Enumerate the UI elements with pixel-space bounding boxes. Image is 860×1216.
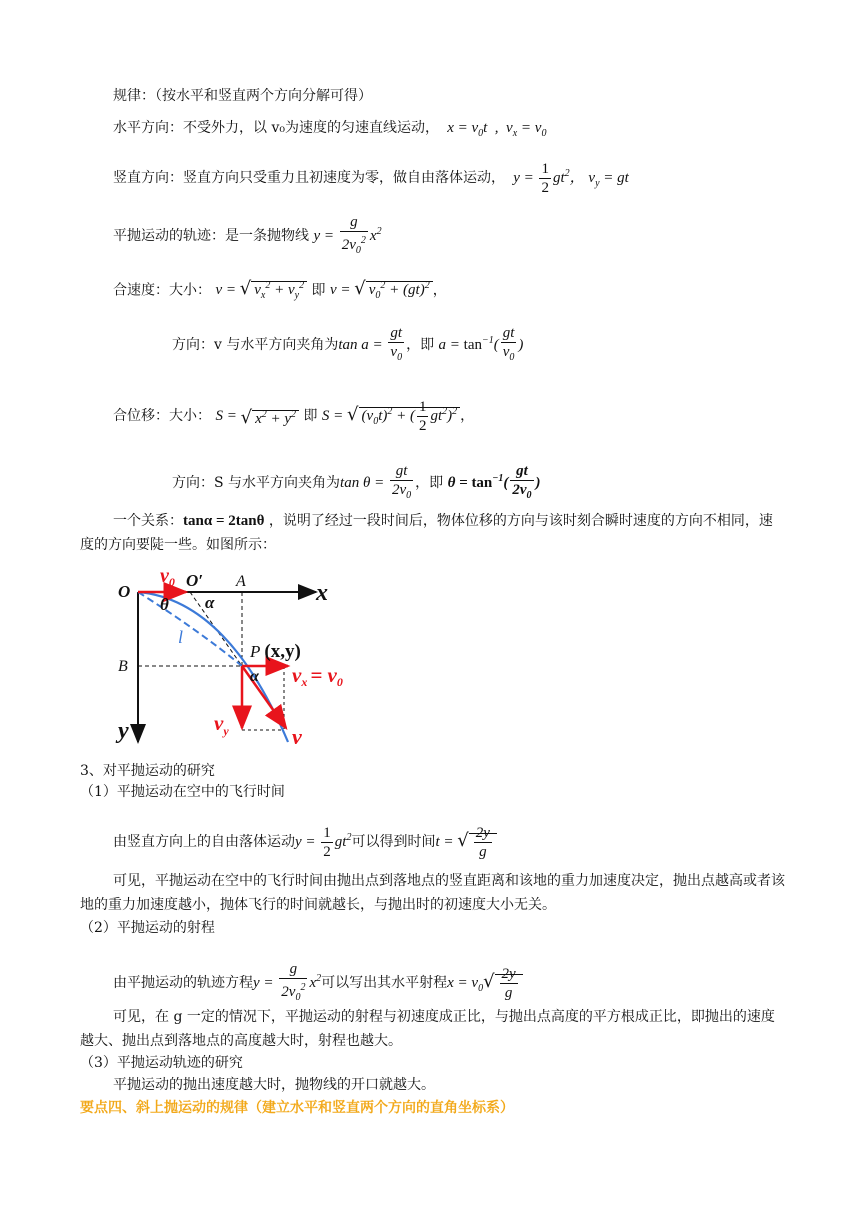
section3-sub1-title: （1）平抛运动在空中的飞行时间 (80, 784, 285, 800)
label-theta: θ (160, 595, 169, 614)
displacement-direction-line (172, 462, 541, 505)
velocity-dir-connector: ，即 (406, 336, 435, 353)
range-text-b: 可以写出其水平射程 (321, 974, 448, 991)
label-O-prime: O′ (186, 571, 204, 590)
velocity-mag-connector: 即 (311, 282, 326, 299)
velocity-mag-tail: ， (432, 282, 447, 299)
label-v: v (292, 724, 302, 749)
flight-time-line (113, 824, 497, 861)
label-vy: $v_y$ (214, 711, 229, 738)
displacement-dir-formula-1: tan θ = $\frac{gt}{2v_0}$ (340, 463, 412, 501)
horizontal-text: 水平方向：不受外力，以 v₀为速度的匀速直线运动， (113, 120, 439, 136)
section3-title: 3、对平抛运动的研究 (80, 763, 215, 779)
flight-time-formula-2: t = √ $\frac{2y}{g}$ (435, 834, 496, 850)
horizontal-formula: $x = v_0t$ , $v_x = v_0$ (443, 120, 547, 139)
displacement-dir-connector: ，即 (415, 474, 444, 491)
displacement-mag-tail: ， (460, 407, 475, 424)
label-P: P (x,y) (250, 641, 301, 662)
velocity-dir-label: 方向：v 与水平方向夹角为 (172, 336, 339, 353)
displacement-magnitude-line (113, 398, 474, 435)
trajectory-study-paragraph: 平抛运动的抛出速度越大时，抛物线的开口就越大。 (113, 1077, 435, 1093)
velocity-mag-label: 合速度：大小： (113, 282, 211, 299)
flight-time-formula-1: y = $\frac{1}{2}$ $gt^2$ (295, 825, 352, 860)
relation-text: ，说明了经过一段时间后，物体位移的方向与该时刻合瞬时速度的方向不相同，速度的方向要陡一些。如图所示： (80, 513, 773, 553)
horizontal-direction-line (113, 118, 546, 144)
displacement-dir-label: 方向：S 与水平方向夹角为 (172, 474, 341, 491)
label-y: y (118, 718, 129, 744)
label-alpha-P: α (250, 668, 259, 685)
displacement-line (138, 592, 242, 666)
displacement-mag-formula-1: S = √ $x^2 + y^2$ (215, 408, 299, 424)
vertical-direction-line (113, 160, 629, 197)
velocity-direction-line (172, 324, 523, 367)
trajectory-formula: y = $\frac{g}{2v_0^2}$ $x^2$ (313, 214, 382, 256)
projectile-figure (108, 560, 378, 750)
label-v0: $v_0$ (160, 565, 175, 589)
velocity-magnitude-line (113, 276, 447, 306)
velocity-mag-formula-1: v = √ $v_x^2 + v_y^2$ (215, 282, 307, 298)
section3-sub3-title: （3）平抛运动轨迹的研究 (80, 1055, 243, 1071)
range-formula-2: $x = v_0√$ $\frac{2y}{g}$ (447, 975, 523, 991)
label-A: A (236, 573, 246, 590)
label-B: B (118, 658, 128, 675)
displacement-dir-formula-2: $\theta = \tan^{-1}$( $\frac{gt}{2v_0}$ ) (447, 463, 541, 501)
trajectory-text: 平抛运动的轨迹：是一条抛物线 (113, 227, 309, 244)
trajectory-line (113, 213, 382, 260)
range-formula-1: y = $\frac{g}{2v_0^2}$ $x^2$ (253, 961, 322, 1003)
label-alpha-top: α (205, 593, 215, 612)
label-x: x (316, 580, 328, 606)
vertical-formula: y = $\frac{1}{2}$ $gt^2$， $v_y$ = gt (509, 161, 629, 196)
label-O: O (118, 582, 131, 601)
section3-sub2-title: （2）平抛运动的射程 (80, 920, 215, 936)
section4-heading: 要点四、斜上抛运动的规律（建立水平和竖直两个方向的直角坐标系） (80, 1100, 514, 1116)
range-paragraph: 可见，在 g 一定的情况下，平抛运动的射程与初速度成正比，与抛出点高度的平方根成正比，即抛出的速度越大、抛出点到落地点的高度越大时，射程也越大。 (80, 1009, 775, 1049)
rule-title: 规律：（按水平和竖直两个方向分解可得） (113, 88, 372, 104)
velocity-dir-formula-1: tan a = $\frac{gt}{v_0}$ (338, 325, 403, 363)
label-vx: vx = v0 (292, 663, 343, 689)
flight-time-text-b: 可以得到时间 (351, 833, 436, 850)
displacement-mag-formula-2: S = √ $(v_0t)^2$ + ( $\frac{1}{2}$ $gt^2)^2$ (322, 408, 460, 424)
velocity-mag-formula-2: v = √ $v_0^2 + (gt)^2$ (330, 282, 433, 298)
range-line (113, 960, 523, 1007)
flight-time-text-a: 由竖直方向上的自由落体运动 (113, 833, 295, 850)
relation-paragraph (80, 509, 785, 557)
relation-formula: tanα = 2tanθ (183, 513, 265, 529)
displacement-mag-connector: 即 (303, 407, 318, 424)
velocity-dir-formula-2: $a = \tan^{-1}$( $\frac{gt}{v_0}$ ) (438, 325, 524, 363)
vertical-text: 竖直方向：竖直方向只受重力且初速度为零，做自由落体运动， (113, 169, 505, 186)
v-arrow (242, 666, 286, 728)
relation-label: 一个关系： (113, 513, 183, 529)
displacement-mag-label: 合位移：大小： (113, 407, 211, 424)
label-l: l (178, 627, 184, 647)
flight-time-paragraph: 可见，平抛运动在空中的飞行时间由抛出点到落地点的竖直距离和该地的重力加速度决定，抛出点越高或者该地的重力加速度越小，抛体飞行的时间就越长，与抛出时的初速度大小无关。 (80, 873, 785, 913)
range-text-a: 由平抛运动的轨迹方程 (113, 974, 253, 991)
